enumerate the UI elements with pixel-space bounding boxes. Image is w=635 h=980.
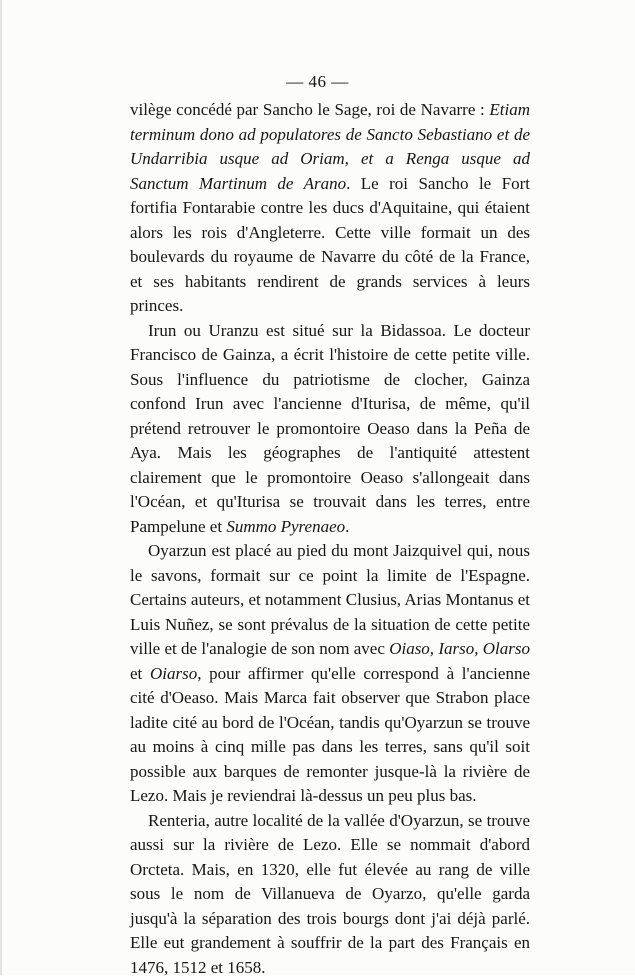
paragraph-2 [130, 319, 530, 540]
text-run: Oyarzun est placé au pied du mont Jaizquivel qui, nous le savons, formait sur ce point la limite de l'Espagne. Certains auteurs, et notamment Clusius, Arias Montanus et Luis Nuñez, se sont prévalus de la situation de cette petite ville et de l'analogie de son nom avec [130, 541, 530, 658]
paragraph-1 [130, 98, 530, 319]
paragraph-3 [130, 539, 530, 809]
text-run: et [130, 664, 150, 683]
body-text [130, 98, 530, 980]
latin-quote: Etiam terminum dono ad populatores de Sancto Sebastiano et de Undarribia usque ad Oriam, et a Renga usque ad Sanctum Martinum de Arano [130, 100, 530, 193]
paragraph-4 [130, 809, 530, 980]
page-number: — 46 — [0, 72, 635, 92]
text-run: , pour affirmer qu'elle correspond à l'ancienne cité d'Oeaso. Mais Marca fait observer que Strabon place ladite cité au bord de l'Océan, tandis qu'Oyarzun se trouve au moins à cinq mille pas dans les terres, sans qu'il soit possible aux barques de remonter jusque-là la rivière de Lezo. Mais je reviendrai là-dessus un peu plus bas. [130, 664, 530, 806]
page-edge [0, 0, 2, 975]
name-variant: Oiarso [150, 664, 197, 683]
text-run: . Le roi Sancho le Fort fortifia Fontarabie contre les ducs d'Aquitaine, qui étaient alors les rois d'Angleterre. Cette ville formait un des boulevards du royaume de Navarre du côté de la France, et ses habitants rendirent de grands services à leurs princes. [130, 174, 530, 316]
text-run: Irun ou Uranzu est situé sur la Bidassoa. Le docteur Francisco de Gainza, a écrit l'histoire de cette petite ville. Sous l'influence du patriotisme de clocher, Gainza confond Irun avec l'ancienne d'Iturisa, de même, qu'il prétend retrouver le promontoire Oeaso dans la Peña de Aya. Mais les géographes de l'antiquité attestent clairement que le promontoire Oeaso s'allongeait dans l'Océan, et qu'Iturisa se trouvait dans les terres, entre Pampelune et [130, 321, 530, 536]
text-run: . [345, 517, 349, 536]
text-run: vilège concédé par Sancho le Sage, roi de Navarre : [130, 100, 489, 119]
latin-term: Summo Pyrenaeo [226, 517, 345, 536]
text-run: Renteria, autre localité de la vallée d'Oyarzun, se trouve aussi sur la rivière de Lezo. Elle se nommait d'abord Orcteta. Mais, en 1320, elle fut élevée au rang de ville sous le nom de Villanueva de Oyarzo, qu'elle garda jusqu'à la séparation des trois bourgs dont j'ai déjà parlé. Elle eut grandement à souffrir de la part des Français en 1476, 1512 et 1658. [130, 811, 530, 977]
name-variants: Oiaso, Iarso, Olarso [389, 639, 530, 658]
